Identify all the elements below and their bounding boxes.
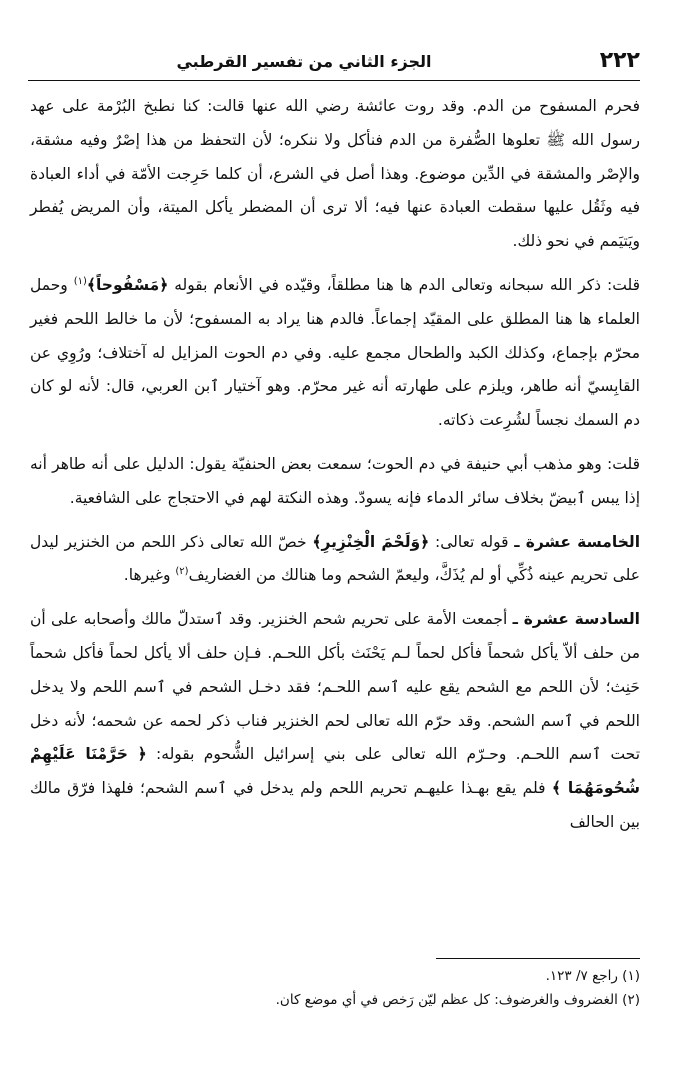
paragraph [30,603,640,840]
quran-quote: ﴿ حَرَّمْنَا عَلَيْهِمْ شُحُومَهُمَا ﴾ [30,745,640,798]
footnotes [40,964,640,1012]
paragraph-text: قوله تعالى: [429,532,515,551]
paragraph-text: قلت: ذكر الله سبحانه وتعالى الدم ها هنا مطلقاً، وقيّده في الأنعام بقوله [168,275,640,294]
quran-quote: ﴿وَلَحْمَ الْخِنْزِيرِ﴾ [312,532,430,551]
footnote: (١) راجع ٧/ ١٢٣. [545,968,640,984]
paragraph [30,448,640,516]
quran-quote: ﴿مَسْفُوحاً﴾ [86,275,169,294]
paragraph-text: فحرم المسفوح من الدم. وقد روت عائشة رضي الله عنها قالت: كنا نطبخ البُرْمة على عهد رسول الله ﷺ تعلوها الصُّفرة من الدم فنأكل ولا ننكره؛ لأن التحفظ من هذا إصْرٌ وفيه مشقة، والإصْر والمشقة في الدِّين موضوع. وهذا أصل في الشرع، أن كلما حَرِجت الأمّة في أداء العبادة فيه وثَقُل عليها سقطت العبادة عنها فيه؛ ألا ترى أن المضطر يأكل الميتة، وأن المريض يُفطر ويَتيَمم في نحو ذلك. [30,97,640,251]
page-number: ٢٢٢ [599,48,640,73]
paragraph [30,90,640,259]
body-text [30,90,640,850]
header-title: الجزء الثاني من تفسير القرطبي [176,52,432,71]
section-lead: الخامسة عشرة ـ [514,532,641,551]
paragraph-text: وحمل العلماء ها هنا المطلق على المقيّد إجماعاً. فالدم هنا يراد به المسفوح؛ لأن ما خالط اللحم فغير محرّم بإجماع، وكذلك الكبد والطحال مجمع عليه. وفي دم الحوت المزايل له آختلاف؛ ورُوِي عن القابِسيّ أنه طاهر، ويلزم على طهارته أنه غير محرّم. وهو آختيار ٱبن العربي، قال: لأنه لو كان دم السمك نجساً لشُرِعت ذكاته. [30,275,640,430]
footnote-divider [436,958,640,959]
paragraph [30,526,640,594]
footnote-marker: (١) [73,275,87,287]
paragraph-text: وغيرها. [123,566,176,585]
paragraph-text: خصّ الله تعالى ذكر اللحم من الخنزير ليدل على تحريم عينه ذُكِّي أو لم يُذَكَّ، وليعمّ الشحم وما هنالك من الغضاريف [30,532,640,585]
footnote: (٢) الغضروف والغرضوف: كل عظم ليّن رَخص في أي موضع كان. [275,992,640,1008]
paragraph-text: أجمعت الأمة على تحريم شحم الخنزير. وقد ٱستدلّ مالك وأصحابه على أن من حلف ألاّ يأكل شحماً فأكل لحماً لـم يَحْنَث بأكل اللحـم. فـإن حلف ألا يأكل لحماً فأكل شحماً حَنِث؛ لأن اللحم مع الشحم يقع عليه ٱسم اللحـم؛ فقد دخـل الشحم في ٱسم اللحم ولا يدخل اللحم في ٱسم الشحم. وقد حرّم الله تعالى لحم الخنزير فناب ذكر لحمه عن شحمه؛ لأنه دخل تحت ٱسم اللحـم. وحـرّم الله تعالى على بني إسرائيل الشُّحوم بقوله: [30,610,641,764]
paragraph-text: قلت: وهو مذهب أبي حنيفة في دم الحوت؛ سمعت بعض الحنفيّة يقول: الدليل على أنه طاهر أنه إذا يبس ٱبيضّ بخلاف سائر الدماء فإنه يسودّ. وهذه النكتة لهم في الاحتجاج على الشافعية. [30,454,640,507]
footnote-marker: (٢) [175,566,189,578]
section-lead: السادسة عشرة ـ [512,610,640,629]
paragraph-text: فلم يقع بهـذا عليهـم تحريم اللحم ولم يدخل في ٱسم الشحم؛ فلهذا فرّق مالك بين الحالف [30,779,640,831]
paragraph [30,269,640,438]
running-header [28,46,640,81]
